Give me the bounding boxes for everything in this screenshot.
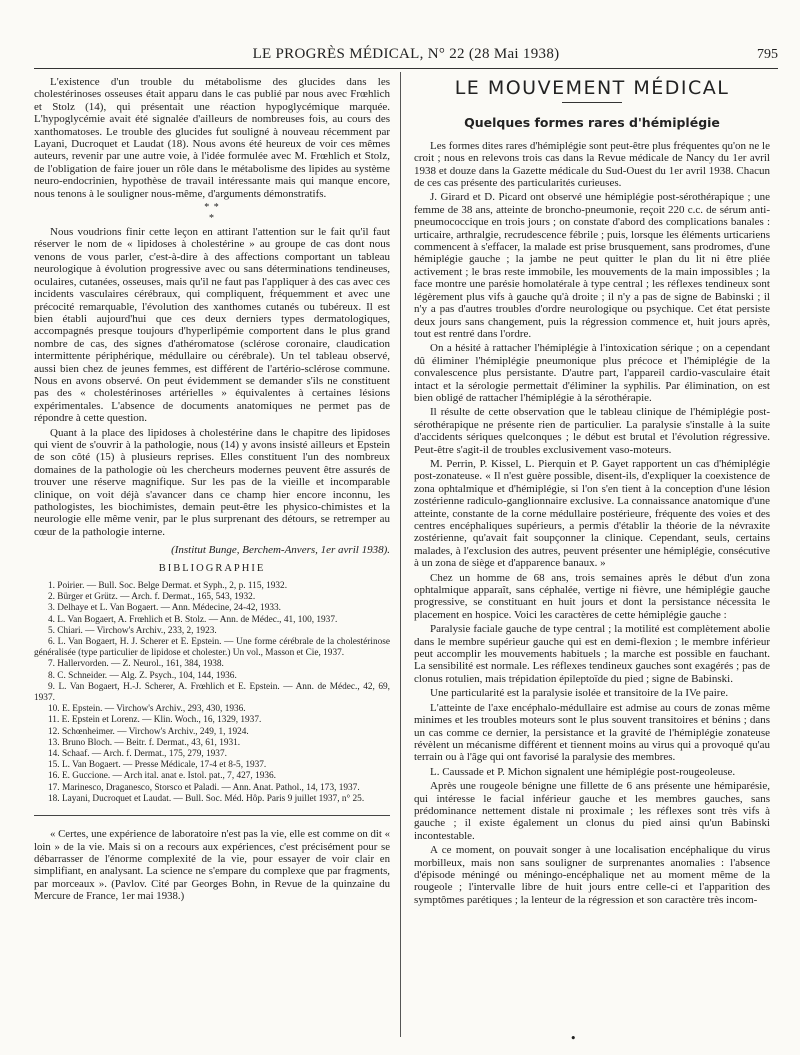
paragraph: L. Caussade et P. Michon signalent une hémiplégie post-rougeoleuse. xyxy=(430,765,736,778)
paragraph: Quant à la place des lipidoses à cholestérine dans le chapitre des lipidoses qui vient de s'ouvrir à la pathologie, nous (14) y avons insisté ailleurs et Epstein de son côté (15) à plusieurs reprises. Elles constituent l'un des nombreux domaines de la pathologie où les chercheurs modernes peuvent être assurés de trouver une réserve magnifique. Sur les pas de la vieille et incomparable clinique, on voit déjà s'avancer dans ce champ hier encore inconnu, les pathologistes, les biochimistes, demain peut-être les physico-chimistes et la neurologie elle même venir, par le plus surprenant des détours, se retremper au cœur de la pathologie interne. xyxy=(34,426,390,538)
running-title: LE PROGRÈS MÉDICAL, N° 22 (28 Mai 1938) xyxy=(252,46,560,62)
bibliography-item: 10. E. Epstein. — Virchow's Archiv., 293, 430, 1936. xyxy=(48,704,246,715)
section-rule xyxy=(34,815,390,816)
column-divider xyxy=(400,72,401,1037)
bibliography-item: 16. E. Guccione. — Arch ital. anat e. Istol. pat., 7, 427, 1936. xyxy=(48,771,276,782)
bibliography-item: 17. Marinesco, Draganesco, Storsco et Paladi. — Ann. Anat. Pathol., 14, 173, 1937. xyxy=(48,782,360,793)
paragraph: Chez un homme de 68 ans, trois semaines après le début d'un zona ophtalmique apparaît, sans céphalée, vertige ni fièvre, une hémiplégie gauche progressive, se constituant en huit jours et dont la persistance nécessita le placement en hospice. Voici les caractères de cette hémiplégie gauche : xyxy=(414,571,770,621)
paragraph: L'existence d'un trouble du métabolisme des glucides dans les cholestérinoses osseuses était apparu dans le cas publié par nous avec Frœhlich et Stolz (14), qui présentait une réaction hypoglycémique marquée. L'hypoglycémie avait été signalée d'ailleurs de nombreuses fois, au cours des xanthomatoses. Le trouble des glucides fut souligné à nouveau récemment par Layani, Ducroquet et Laudat (18). Nous avons été heureux de voir ces mêmes auteurs, revenir par une autre voie, à l'idée formulée avec M. Frœhlich et Stolz, de l'obligation de faire jouer un rôle dans le métabolisme des lipides au système neuro-endocrinien, hypothèse de travail intéressante mais qui manque encore, nous tenons à le souligner nous-même, d'arguments démonstratifs. xyxy=(34,76,390,200)
paragraph: On a hésité à rattacher l'hémiplégie à l'intoxication sérique ; on a cependant dû éliminer l'hémiplégie pneumonique plus précoce et l'hémiplégie de la convalescence plus persistante. D'autre part, l'appareil cardio-vasculaire était intact et la sérologie permettait d'éliminer la syphilis. Par élimination, on est bien obligé de rattacher l'hémiplégie à la sérothérapie. xyxy=(414,342,770,404)
bibliography-item: 12. Schœnheimer. — Virchow's Archiv., 249, 1, 1924. xyxy=(48,726,249,737)
bibliography-item: 4. L. Van Bogaert, A. Frœhlich et B. Stolz. — Ann. de Médec., 41, 100, 1937. xyxy=(48,614,338,625)
header-rule xyxy=(34,68,778,69)
paragraph: Il résulte de cette observation que le tableau clinique de l'hémiplégie post-sérothérapique ne présente rien de particulier. La paralysie s'installe à la suite d'accidents sériques quelconques ; le début est brutal et l'évolution régressive. Peut-être s'agit-il de troubles exclusivement vaso-moteurs. xyxy=(414,406,770,456)
paragraph: M. Perrin, P. Kissel, L. Pierquin et P. Gayet rapportent un cas d'hémiplégie post-zonateuse. « Il n'est guère possible, disent-ils, d'expliquer la coexistence de zona ophtalmique et d'hémiplégie, si l'on s'en tient à la conception d'une lésion zostérienne radiculo-ganglionnaire exclusive. La connaissance anatomique d'une atteinte, constante de la corne médullaire postérieure, fréquente des voies et des centres encéphaliques supérieurs, a permis d'établir la théorie de la névraxite zostérienne, qu'avait fait soupçonner la clinique. Cependant, seuls, certains malades, à l'exclusion des autres, peuvent présenter une hémiplégie, consécutive à un zona de siège et d'apparence banaux. » xyxy=(414,457,770,570)
bibliography-item: 6. L. Van Bogaert, H. J. Scherer et E. Epstein. — Une forme cérébrale de la cholestérinose généralisée (type particulier de lipidose et cholester.) Un vol., Masson et Cie, 1937. xyxy=(34,637,390,659)
bibliography-item: 8. C. Schneider. — Alg. Z. Psych., 104, 144, 1936. xyxy=(48,670,237,681)
print-mark: • xyxy=(570,1032,577,1045)
signature: (Institut Bunge, Berchem-Anvers, 1er avril 1938). xyxy=(171,544,390,557)
bibliography-item: 13. Bruno Bloch. — Beitr. f. Dermat., 43, 61, 1931. xyxy=(48,737,241,748)
paragraph: Une particularité est la paralysie isolée et transitoire de la IVe paire. xyxy=(430,687,729,700)
right-column xyxy=(414,76,770,908)
bibliography-item: 11. E. Epstein et Lorenz. — Klin. Woch., 16, 1329, 1937. xyxy=(48,715,262,726)
bibliography-item: 1. Poirier. — Bull. Soc. Belge Dermat. et Syph., 2, p. 115, 1932. xyxy=(48,581,288,592)
paragraph: Paralysie faciale gauche de type central ; la motilité est complètement abolie dans le membre supérieur gauche qui est en demi-flexion ; le membre inférieur peut accomplir les mouvements habituels ; la marche est possible en fauchant. La sensibilité est normale. Les réflexes tendineux gauches sont exagérés ; pas de clonus rotulien, mais trépidation épileptoïde du pied ; signe de Babinski. xyxy=(414,623,770,685)
bibliography-item: 7. Hallervorden. — Z. Neurol., 161, 384, 1938. xyxy=(48,659,224,670)
paragraph: J. Girard et D. Picard ont observé une hémiplégie post-sérothérapique ; une femme de 38 ans, atteinte de broncho-pneumonie, reçoit 220 c.c. de sérum anti-pneumococcique en trois jours ; on constate d'abord des complications banales : urticaire, arthralgie, recrudescence fébrile ; puis, lorsque les éléments urticariens commencent à s'effacer, la malade est prise brusquement, sans prodromes, d'une hémiplégie gauche ; la jambe ne peut quitter le plan du lit ni être pliée activement ; le bras reste immobile, les mouvements de la main impossibles ; la face montre une parésie homolatérale à type central ; les réflexes tendineux sont légèrement plus vifs à gauche qu'à droite ; il n'y a pas de signe de Babinski ; il n'y a pas d'autres troubles d'ordre neurologique ou psychique. Cet état persiste deux jours sans changement, puis la régression commence et, huit jours après, tout est rentré dans l'ordre. xyxy=(414,191,770,340)
page-header xyxy=(34,44,778,64)
bibliography-item: 14. Schaaf. — Arch. f. Dermat., 175, 279, 1937. xyxy=(48,749,227,760)
bibliography-item: 18. Layani, Ducroquet et Laudat. — Bull. Soc. Méd. Hôp. Paris 9 juillet 1937, n° 25. xyxy=(48,793,365,804)
quotation: « Certes, une expérience de laboratoire n'est pas la vie, elle est comme on dit « loin » de la vie. Mais si on a recours aux expériences, c'est précisément pour se débarrasser de l'énorme complexité de la vie, pour essayer de voir clair en simplifiant, en analysant. La science ne s'empare du complexe que par fragments, par morceaux ». (Pavlov. Cité par Georges Bohn, in Revue de la quinzaine du Mercure de France, 1er mai 1938.) xyxy=(34,828,390,903)
bibliography-item: 2. Bürger et Grütz. — Arch. f. Dermat., 165, 543, 1932. xyxy=(48,592,256,603)
bibliography-item: 9. L. Van Bogaert, H.-J. Scherer, A. Frœhlich et E. Epstein. — Ann. de Médec., 42, 69, 1937. xyxy=(34,681,390,704)
paragraph: Les formes dites rares d'hémiplégie sont peut-être plus fréquentes qu'on ne le croit ; nous en relevons trois cas dans la Revue médicale de Nancy du 1er avril 1938 et douze dans la Gazette médicale du Sud-Ouest du 1er avril 1938. Chacun de ces cas présente des particularités curieuses. xyxy=(414,139,770,190)
paragraph: L'atteinte de l'axe encéphalo-médullaire est admise au cours de zonas même minimes et les troubles moteurs sont le plus souvent transitoires et bénins ; dans un cas comme ce dernier, la persistance et la gravité de l'hémiplégie zonateuse révèlent un mécanisme différent et tiennent moins au virus qui a provoqué qu'au terrain ou à l'âge qui ont favorisé la paralysie des membres. xyxy=(414,701,770,764)
bibliography-item: 3. Delhaye et L. Van Bogaert. — Ann. Médecine, 24-42, 1933. xyxy=(48,603,281,614)
paragraph: A ce moment, on pouvait songer à une localisation encéphalique du virus morbilleux, mais non sans souligner de surprenantes anomalies : l'absence d'épisode méningé ou méningo-encéphalique net au moment même de la rougeole ; l'intervalle libre de huit jours entre celle-ci et l'apparition des symptômes parétiques ; la lenteur de la régression et son caractère très incom- xyxy=(414,844,770,906)
left-column xyxy=(34,76,390,905)
article-title: Quelques formes rares d'hémiplégie xyxy=(464,115,720,131)
page-number: 795 xyxy=(757,47,778,62)
bibliography-item: 5. Chiari. — Virchow's Archiv., 233, 2, 1923. xyxy=(48,625,217,636)
paragraph: Après une rougeole bénigne une fillette de 6 ans présente une hémiparésie, qui intéresse le facial inférieur gauche et les membres gauches, sans prédominance nettement distale ni proximale ; les réflexes sont très vifs à gauche ; il existe également un clonus du pied ainsi qu'un Babinski incontestable. xyxy=(414,780,770,842)
bibliography-title: BIBLIOGRAPHIE xyxy=(158,562,266,574)
bibliography-item: 15. L. Van Bogaert. — Presse Médicale, 17-4 et 8-5, 1937. xyxy=(48,760,267,771)
bibliography-list xyxy=(34,581,390,805)
section-title: LE MOUVEMENT MÉDICAL xyxy=(454,77,730,99)
title-rule xyxy=(562,102,622,103)
asterism: * * * xyxy=(204,202,220,225)
paragraph: Nous voudrions finir cette leçon en attirant l'attention sur le fait qu'il faut réserver le nom de « lipidoses à cholestérine » au groupe de cas dont nous venons de vous parler, c'est-à-dire à des affections comportant un tableau neurologique à évolution progressive avec ou sans déterminations tendineuses, oculaires, cutanées, osseuses, mais qu'il ne faut pas l'appliquer à des cas avec ces incidents vasculaires cérébraux, qui compliquent, fréquemment et avec une précocité remarquable, l'évolution des xanthomes cutanés ou tubéreux. Il est bien établi aujourd'hui que ces deux derniers types dermatologiques, accompagnés presque toujours d'hyperlipémie comportent dans le plus grand nombre de cas, des signes d'athéromatose (sclérose coronaire, claudication intermittente périphérique, médullaire ou cérébrale). Un tel tableau observé, aussi bien chez de jeunes femmes, est différent de l'artério-sclérose commune. Nous en avons observé. On peut évidemment se demander s'ils ne constituent pas des « cholestérinoses artérielles » équivalentes à certaines lésions expérimentales. L'absence de documents anatomiques ne permet pas de répondre à cette question. xyxy=(34,226,390,425)
